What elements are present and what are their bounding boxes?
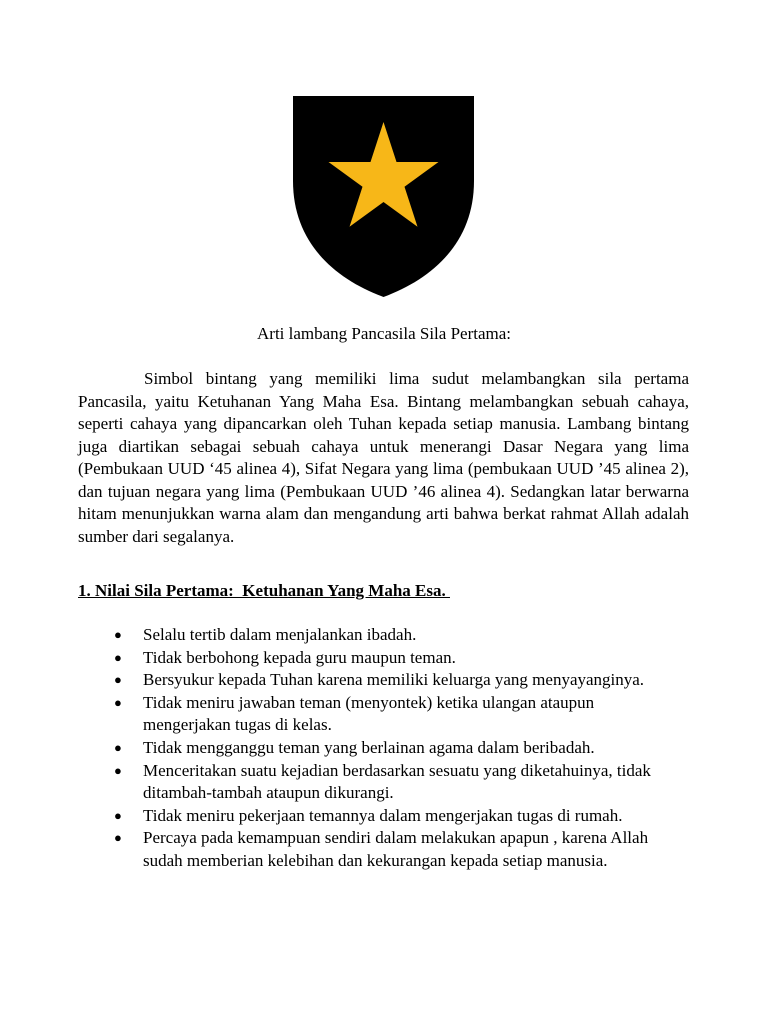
emblem-caption: Arti lambang Pancasila Sila Pertama: bbox=[257, 324, 511, 343]
list-item-text: Menceritakan suatu kejadian berdasarkan sesuatu yang diketahuinya, tidak ditambah-tambah ataupun dikurangi. bbox=[143, 760, 651, 803]
list-item-text: Percaya pada kemampuan sendiri dalam melakukan apapun , karena Allah sudah memberian kelebihan dan kekurangan kepada setiap manusia. bbox=[143, 828, 649, 870]
star-shield-icon bbox=[292, 95, 475, 298]
list-item-text: Tidak berbohong kepada guru maupun teman. bbox=[143, 647, 456, 667]
bullet-icon: ● bbox=[114, 830, 122, 846]
list-item bbox=[78, 827, 678, 872]
list-item bbox=[78, 760, 678, 805]
values-list bbox=[78, 624, 678, 873]
list-item-text: Selalu tertib dalam menjalankan ibadah. bbox=[143, 625, 417, 644]
list-item bbox=[78, 805, 678, 828]
list-item bbox=[78, 692, 678, 737]
list-item bbox=[78, 737, 678, 760]
bullet-icon: ● bbox=[114, 739, 122, 755]
bullet-icon: ● bbox=[114, 672, 122, 688]
list-item-text: Tidak mengganggu teman yang berlainan agama dalam beribadah. bbox=[143, 737, 595, 757]
explanation-paragraph: Simbol bintang yang memiliki lima sudut melambangkan sila pertama Pancasila, yaitu Ketuhanan Yang Maha Esa. Bintang melambangkan sebuah cahaya, seperti cahaya yang dipancarkan oleh Tuhan kepada setiap manusia. Lambang bintang juga diartikan sebagai sebuah cahaya untuk menerangi Dasar Negara yang lima (Pembukaan UUD ‘45 alinea 4), Sifat Negara yang lima (pembukaan UUD ’45 alinea 2), dan tujuan negara yang lima (Pembukaan UUD ’46 alinea 4). Sedangkan latar berwarna hitam menunjukkan warna alam dan mengandung arti bahwa berkat rahmat Allah adalah sumber dari segalanya. bbox=[78, 369, 689, 546]
list-item bbox=[78, 669, 678, 692]
bullet-icon: ● bbox=[114, 627, 122, 642]
bullet-icon: ● bbox=[114, 694, 122, 710]
list-item-text: Tidak meniru jawaban teman (menyontek) ketika ulangan ataupun mengerjakan tugas di kelas. bbox=[143, 692, 595, 735]
list-item-text: Tidak meniru pekerjaan temannya dalam mengerjakan tugas di rumah. bbox=[143, 805, 623, 825]
list-item bbox=[78, 647, 678, 670]
section-heading: 1. Nilai Sila Pertama: Ketuhanan Yang Maha Esa. bbox=[78, 581, 450, 600]
list-item-text: Bersyukur kepada Tuhan karena memiliki keluarga yang menyayanginya. bbox=[143, 670, 645, 690]
bullet-icon: ● bbox=[114, 649, 122, 665]
bullet-icon: ● bbox=[114, 762, 122, 778]
bullet-icon: ● bbox=[114, 807, 122, 823]
list-item bbox=[78, 624, 678, 647]
